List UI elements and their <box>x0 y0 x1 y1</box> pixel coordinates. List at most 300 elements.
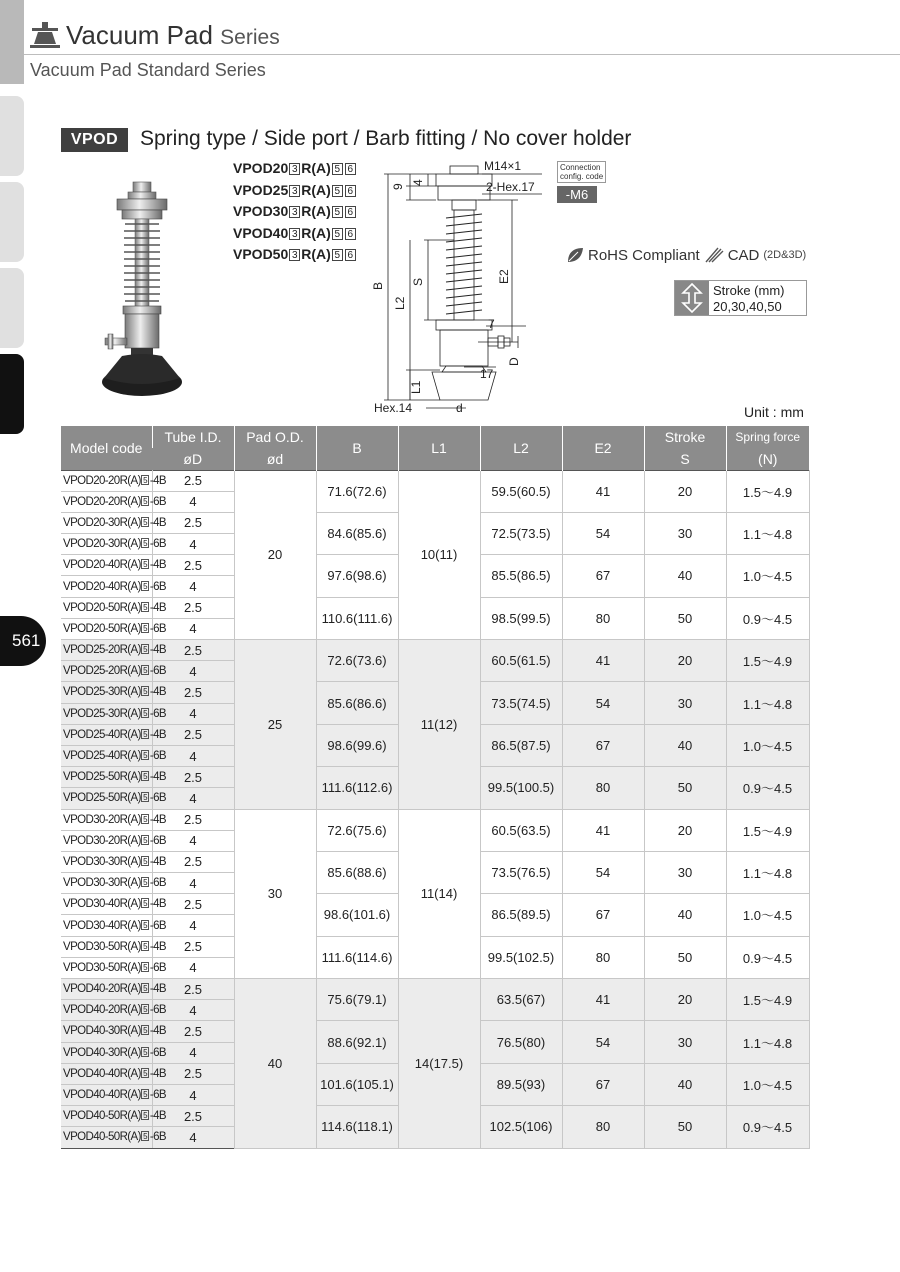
model-code-cell <box>61 1063 166 1084</box>
model-code-prefix: VPOD20-50R(A) <box>63 622 141 635</box>
product-photo <box>100 178 185 408</box>
col-header-stroke: Stroke <box>644 426 726 448</box>
model-code-cell <box>61 1106 166 1127</box>
model-code-box: 5 <box>143 475 148 485</box>
model-code-suffix: -6B <box>149 580 166 593</box>
l2-cell: 86.5(87.5) <box>480 724 562 766</box>
model-code-prefix: VPOD30-20R(A) <box>63 834 141 847</box>
model-code-box: 5 <box>143 1068 148 1078</box>
l2-cell: 86.5(89.5) <box>480 894 562 936</box>
pad-od-cell: 40 <box>234 979 316 1149</box>
e2-cell: 80 <box>562 936 644 978</box>
b-cell: 101.6(105.1) <box>316 1063 398 1105</box>
model-line: VPOD50 3 R(A) 5 6 <box>233 244 357 266</box>
compliance-row <box>566 246 806 264</box>
model-code-suffix: -6B <box>149 1131 166 1144</box>
page-subtitle: Vacuum Pad Standard Series <box>30 60 266 80</box>
model-code-box: 5 <box>143 962 148 972</box>
l2-cell: 102.5(106) <box>480 1106 562 1148</box>
model-code-cell <box>61 1084 166 1105</box>
model-code-suffix: -6B <box>149 750 166 763</box>
dim-17-label: 17 <box>480 367 494 381</box>
model-code-suffix: -4B <box>149 1110 166 1123</box>
model-code-suffix: -4B <box>149 855 166 868</box>
tube-id-cell: 4 <box>152 618 234 639</box>
model-code-box: 5 <box>143 496 148 506</box>
leaf-icon <box>566 246 584 264</box>
spring-force-cell: 1.1～4.8 <box>726 682 809 724</box>
model-code-cell <box>61 915 166 936</box>
tube-id-cell: 2.5 <box>152 1021 234 1042</box>
model-code-suffix: -6B <box>149 1046 166 1059</box>
dim-7-label: 7 <box>488 317 495 331</box>
tube-id-cell: 4 <box>152 957 234 978</box>
model-code-prefix: VPOD25-50R(A) <box>63 792 141 805</box>
model-code-cell <box>61 830 166 851</box>
e2-cell: 80 <box>562 1106 644 1148</box>
dim-b-label: B <box>371 281 385 290</box>
model-code-cell <box>61 894 166 915</box>
col-header-l2: L2 <box>480 426 562 470</box>
spring-force-cell: 1.0～4.5 <box>726 894 809 936</box>
e2-cell: 80 <box>562 767 644 809</box>
b-cell: 72.6(75.6) <box>316 809 398 851</box>
model-code-suffix: -4B <box>149 559 166 572</box>
e2-cell: 54 <box>562 1021 644 1063</box>
model-code-cell <box>61 597 166 618</box>
stroke-cell: 40 <box>644 724 726 766</box>
series-badge: VPOD <box>61 128 128 152</box>
b-cell: 97.6(98.6) <box>316 555 398 597</box>
tube-id-cell: 4 <box>152 745 234 766</box>
model-code-prefix: VPOD30-30R(A) <box>63 877 141 890</box>
model-code-box: 5 <box>143 1132 148 1142</box>
model-code-suffix: -6B <box>149 919 166 932</box>
e2-cell: 54 <box>562 851 644 893</box>
table-row <box>61 809 809 830</box>
model-code-box: 5 <box>143 1090 148 1100</box>
e2-cell: 54 <box>562 682 644 724</box>
stroke-cell: 40 <box>644 1063 726 1105</box>
model-code-suffix: -6B <box>149 834 166 847</box>
model-code-box: 5 <box>143 899 148 909</box>
model-code-prefix: VPOD20-40R(A) <box>63 559 141 572</box>
b-cell: 85.6(88.6) <box>316 851 398 893</box>
model-line: VPOD30 3 R(A) 5 6 <box>233 201 357 223</box>
model-code-box: 5 <box>143 856 148 866</box>
stroke-cell: 40 <box>644 555 726 597</box>
model-code-prefix: VPOD25-30R(A) <box>63 686 141 699</box>
model-code-box: 5 <box>143 835 148 845</box>
dim-d-label: D <box>507 357 521 366</box>
stroke-cell: 20 <box>644 470 726 512</box>
model-code-cell <box>61 640 166 661</box>
stroke-cell: 30 <box>644 512 726 554</box>
l1-cell: 11(14) <box>398 809 480 979</box>
b-cell: 98.6(99.6) <box>316 724 398 766</box>
model-code-cell <box>61 851 166 872</box>
side-tab-active[interactable] <box>0 354 24 434</box>
l2-cell: 99.5(102.5) <box>480 936 562 978</box>
model-code-suffix: -4B <box>149 898 166 911</box>
side-tab-2[interactable] <box>0 182 24 262</box>
model-code-suffix: -4B <box>149 940 166 953</box>
model-code-cell <box>61 1021 166 1042</box>
b-cell: 111.6(112.6) <box>316 767 398 809</box>
b-cell: 71.6(72.6) <box>316 470 398 512</box>
tube-id-cell: 4 <box>152 915 234 936</box>
table-row <box>61 979 809 1000</box>
model-code-suffix: -6B <box>149 1004 166 1017</box>
page-title: Vacuum Pad Series <box>66 20 280 50</box>
model-code-suffix: -6B <box>149 495 166 508</box>
tube-id-cell: 4 <box>152 1000 234 1021</box>
b-cell: 111.6(114.6) <box>316 936 398 978</box>
model-code-suffix: -4B <box>149 601 166 614</box>
model-code-prefix: VPOD30-40R(A) <box>63 919 141 932</box>
model-code-cell <box>61 979 166 1000</box>
spring-force-cell: 1.5～4.9 <box>726 470 809 512</box>
tube-id-cell: 4 <box>152 703 234 724</box>
model-code-box: 5 <box>143 814 148 824</box>
model-code-cell <box>61 873 166 894</box>
tube-id-cell: 4 <box>152 830 234 851</box>
l2-cell: 59.5(60.5) <box>480 470 562 512</box>
stroke-cell: 20 <box>644 979 726 1021</box>
model-code-box: 5 <box>143 1111 148 1121</box>
model-code-cell <box>61 512 166 533</box>
model-code-suffix: -6B <box>149 707 166 720</box>
pad-od-cell: 20 <box>234 470 316 640</box>
model-code-box: 5 <box>143 1005 148 1015</box>
pad-od-cell: 30 <box>234 809 316 979</box>
cad-note: (2D&3D) <box>763 249 807 261</box>
model-code-cell <box>61 703 166 724</box>
e2-cell: 41 <box>562 979 644 1021</box>
connection-code-value: -M6 <box>557 186 597 203</box>
spring-force-cell: 0.9～4.5 <box>726 1106 809 1148</box>
model-code-suffix: -4B <box>149 813 166 826</box>
spring-force-cell: 1.1～4.8 <box>726 512 809 554</box>
model-code-box: 5 <box>143 666 148 676</box>
l2-cell: 99.5(100.5) <box>480 767 562 809</box>
spring-force-cell: 1.0～4.5 <box>726 724 809 766</box>
model-code-suffix: -4B <box>149 516 166 529</box>
col-header-spring: Spring force <box>726 426 809 448</box>
model-code-suffix: -4B <box>149 983 166 996</box>
b-cell: 98.6(101.6) <box>316 894 398 936</box>
col-header-b: B <box>316 426 398 470</box>
model-code-cell <box>61 555 166 576</box>
stroke-cell: 30 <box>644 682 726 724</box>
model-code-suffix: -6B <box>149 622 166 635</box>
col-header-tube-sym: øD <box>152 448 234 470</box>
e2-cell: 67 <box>562 1063 644 1105</box>
model-code-prefix: VPOD25-30R(A) <box>63 707 141 720</box>
e2-cell: 67 <box>562 555 644 597</box>
cad-icon <box>704 246 724 264</box>
model-code-prefix: VPOD20-30R(A) <box>63 538 141 551</box>
model-code-box: 5 <box>143 751 148 761</box>
b-cell: 84.6(85.6) <box>316 512 398 554</box>
table-row <box>61 640 809 661</box>
spring-force-cell: 1.0～4.5 <box>726 1063 809 1105</box>
dimension-drawing <box>366 160 546 420</box>
stroke-cell: 20 <box>644 809 726 851</box>
model-code-box: 5 <box>143 708 148 718</box>
model-code-prefix: VPOD40-40R(A) <box>63 1089 141 1102</box>
hex-top-label: 2-Hex.17 <box>486 180 535 194</box>
l2-cell: 73.5(74.5) <box>480 682 562 724</box>
spring-force-cell: 1.5～4.9 <box>726 979 809 1021</box>
model-code-prefix: VPOD25-40R(A) <box>63 750 141 763</box>
model-code-box: 5 <box>143 793 148 803</box>
model-code-box: 5 <box>143 517 148 527</box>
model-code-box: 5 <box>143 602 148 612</box>
col-header-e2: E2 <box>562 426 644 470</box>
l2-cell: 60.5(61.5) <box>480 640 562 682</box>
spring-force-cell: 1.0～4.5 <box>726 555 809 597</box>
model-line: VPOD25 3 R(A) 5 6 <box>233 180 357 202</box>
model-code-cell <box>61 576 166 597</box>
model-code-cell <box>61 745 166 766</box>
model-code-prefix: VPOD25-20R(A) <box>63 665 141 678</box>
l1-cell: 10(11) <box>398 470 480 640</box>
stroke-label: Stroke (mm) <box>713 283 785 298</box>
model-code-suffix: -6B <box>149 792 166 805</box>
model-code-prefix: VPOD40-50R(A) <box>63 1110 141 1123</box>
e2-cell: 41 <box>562 809 644 851</box>
model-code-prefix: VPOD30-20R(A) <box>63 813 141 826</box>
col-header-pad: Pad O.D. <box>234 426 316 448</box>
connection-code-label: Connection config. code <box>557 161 606 183</box>
l2-cell: 72.5(73.5) <box>480 512 562 554</box>
model-code-cell <box>61 618 166 639</box>
model-code-prefix: VPOD20-30R(A) <box>63 516 141 529</box>
l2-cell: 89.5(93) <box>480 1063 562 1105</box>
e2-cell: 80 <box>562 597 644 639</box>
model-code-cell <box>61 491 166 512</box>
dim-e2-label: E2 <box>497 269 511 284</box>
tube-id-cell: 2.5 <box>152 767 234 788</box>
model-code-suffix: -4B <box>149 474 166 487</box>
stroke-cell: 30 <box>644 1021 726 1063</box>
tube-id-cell: 4 <box>152 1084 234 1105</box>
model-code-cell <box>61 788 166 809</box>
model-code-box: 5 <box>143 623 148 633</box>
section-title: Spring type / Side port / Barb fitting / No cover holder <box>140 127 632 150</box>
tube-id-cell: 2.5 <box>152 1063 234 1084</box>
model-code-suffix: -4B <box>149 1025 166 1038</box>
model-code-suffix: -4B <box>149 771 166 784</box>
spec-table-body <box>61 470 809 1148</box>
model-code-box: 5 <box>143 645 148 655</box>
b-cell: 75.6(79.1) <box>316 979 398 1021</box>
model-code-cell <box>61 1127 166 1148</box>
model-code-prefix: VPOD40-30R(A) <box>63 1025 141 1038</box>
spring-force-cell: 0.9～4.5 <box>726 597 809 639</box>
model-code-box: 5 <box>143 1026 148 1036</box>
dim-small-d-label: d <box>456 401 463 415</box>
model-code-box: 5 <box>143 1047 148 1057</box>
stroke-cell: 50 <box>644 597 726 639</box>
l2-cell: 98.5(99.5) <box>480 597 562 639</box>
model-code-cell <box>61 957 166 978</box>
model-code-cell <box>61 534 166 555</box>
model-code-box: 5 <box>143 581 148 591</box>
model-code-box: 5 <box>143 941 148 951</box>
tube-id-cell: 4 <box>152 1042 234 1063</box>
l2-cell: 85.5(86.5) <box>480 555 562 597</box>
model-code-suffix: -6B <box>149 877 166 890</box>
model-code-prefix: VPOD25-20R(A) <box>63 644 141 657</box>
e2-cell: 54 <box>562 512 644 554</box>
tube-id-cell: 4 <box>152 1127 234 1148</box>
dim-9-label: 9 <box>391 183 405 190</box>
model-code-prefix: VPOD20-20R(A) <box>63 495 141 508</box>
model-code-suffix: -4B <box>149 644 166 657</box>
model-code-suffix: -6B <box>149 538 166 551</box>
model-line: VPOD40 3 R(A) 5 6 <box>233 223 357 245</box>
model-code-cell <box>61 767 166 788</box>
model-code-prefix: VPOD40-30R(A) <box>63 1046 141 1059</box>
tube-id-cell: 2.5 <box>152 724 234 745</box>
spring-force-cell: 0.9～4.5 <box>726 767 809 809</box>
spring-force-cell: 1.5～4.9 <box>726 640 809 682</box>
model-code-box: 5 <box>143 729 148 739</box>
model-code-suffix: -4B <box>149 686 166 699</box>
col-header-spring-unit: (N) <box>726 448 809 470</box>
e2-cell: 67 <box>562 724 644 766</box>
model-code-box: 5 <box>143 984 148 994</box>
pad-od-cell: 25 <box>234 640 316 810</box>
tube-id-cell: 4 <box>152 873 234 894</box>
tube-id-cell: 4 <box>152 661 234 682</box>
tube-id-cell: 2.5 <box>152 851 234 872</box>
b-cell: 110.6(111.6) <box>316 597 398 639</box>
model-code-cell <box>61 661 166 682</box>
model-code-box: 5 <box>143 772 148 782</box>
e2-cell: 41 <box>562 470 644 512</box>
l2-cell: 76.5(80) <box>480 1021 562 1063</box>
spring-force-cell: 0.9～4.5 <box>726 936 809 978</box>
l1-cell: 11(12) <box>398 640 480 810</box>
dim-l1-label: L1 <box>409 380 423 394</box>
model-code-prefix: VPOD20-40R(A) <box>63 580 141 593</box>
rohs-label: RoHS Compliant <box>588 246 700 264</box>
col-header-model: Model code <box>61 426 152 470</box>
model-code-prefix: VPOD40-20R(A) <box>63 1004 141 1017</box>
stroke-info-box <box>674 280 807 316</box>
b-cell: 72.6(73.6) <box>316 640 398 682</box>
model-code-suffix: -6B <box>149 665 166 678</box>
tube-id-cell: 2.5 <box>152 1106 234 1127</box>
l2-cell: 63.5(67) <box>480 979 562 1021</box>
model-code-cell <box>61 470 166 491</box>
side-tab-3[interactable] <box>0 268 24 348</box>
model-code-suffix: -4B <box>149 1067 166 1080</box>
model-code-prefix: VPOD40-20R(A) <box>63 983 141 996</box>
stroke-cell: 40 <box>644 894 726 936</box>
model-code-prefix: VPOD20-20R(A) <box>63 474 141 487</box>
thread-label: M14×1 <box>484 160 522 173</box>
tube-id-cell: 4 <box>152 576 234 597</box>
spring-force-cell: 1.5～4.9 <box>726 809 809 851</box>
tube-id-cell: 2.5 <box>152 470 234 491</box>
cad-label[interactable]: CAD <box>727 246 760 264</box>
model-code-suffix: -6B <box>149 961 166 974</box>
model-code-prefix: VPOD25-50R(A) <box>63 771 141 784</box>
b-cell: 114.6(118.1) <box>316 1106 398 1148</box>
l2-cell: 73.5(76.5) <box>480 851 562 893</box>
stroke-cell: 50 <box>644 1106 726 1148</box>
col-header-l1: L1 <box>398 426 480 470</box>
model-code-prefix: VPOD30-50R(A) <box>63 940 141 953</box>
model-code-cell <box>61 809 166 830</box>
tube-id-cell: 2.5 <box>152 682 234 703</box>
stroke-cell: 20 <box>644 640 726 682</box>
col-header-stroke-sym: S <box>644 448 726 470</box>
header-side-bar <box>0 0 24 84</box>
tube-id-cell: 4 <box>152 534 234 555</box>
model-code-prefix: VPOD25-40R(A) <box>63 728 141 741</box>
tube-id-cell: 2.5 <box>152 512 234 533</box>
tube-id-cell: 4 <box>152 491 234 512</box>
model-line: VPOD20 3 R(A) 5 6 <box>233 158 357 180</box>
spec-table <box>61 426 810 1149</box>
stroke-cell: 50 <box>644 767 726 809</box>
stroke-values: 20,30,40,50 <box>713 299 782 314</box>
vacuum-pad-icon <box>30 22 60 50</box>
tube-id-cell: 2.5 <box>152 809 234 830</box>
tube-id-cell: 2.5 <box>152 597 234 618</box>
b-cell: 88.6(92.1) <box>316 1021 398 1063</box>
e2-cell: 41 <box>562 640 644 682</box>
stroke-cell: 50 <box>644 936 726 978</box>
tube-id-cell: 2.5 <box>152 555 234 576</box>
dim-4-label: 4 <box>411 179 425 186</box>
model-code-prefix: VPOD40-40R(A) <box>63 1067 141 1080</box>
b-cell: 85.6(86.6) <box>316 682 398 724</box>
dim-s-label: S <box>411 277 425 286</box>
tube-id-cell: 4 <box>152 788 234 809</box>
model-code-box: 5 <box>143 539 148 549</box>
model-code-prefix: VPOD40-50R(A) <box>63 1131 141 1144</box>
spring-force-cell: 1.1～4.8 <box>726 1021 809 1063</box>
model-code-prefix: VPOD30-40R(A) <box>63 898 141 911</box>
stroke-arrow-icon <box>675 281 709 315</box>
page-number: 561 <box>0 616 46 666</box>
l1-cell: 14(17.5) <box>398 979 480 1149</box>
unit-label: Unit : mm <box>744 404 804 420</box>
model-code-box: 5 <box>143 687 148 697</box>
model-code-suffix: -6B <box>149 1089 166 1102</box>
table-row <box>61 470 809 491</box>
spring-force-cell: 1.1～4.8 <box>726 851 809 893</box>
model-code-cell <box>61 1000 166 1021</box>
tube-id-cell: 2.5 <box>152 640 234 661</box>
model-code-prefix: VPOD20-50R(A) <box>63 601 141 614</box>
model-code-cell <box>61 936 166 957</box>
hex-bottom-label: Hex.14 <box>374 401 413 415</box>
model-list <box>233 158 357 266</box>
stroke-cell: 30 <box>644 851 726 893</box>
col-header-pad-sym: ød <box>234 448 316 470</box>
model-code-box: 5 <box>143 878 148 888</box>
side-tab-1[interactable] <box>0 96 24 176</box>
col-header-tube: Tube I.D. <box>152 426 234 448</box>
model-code-cell <box>61 682 166 703</box>
